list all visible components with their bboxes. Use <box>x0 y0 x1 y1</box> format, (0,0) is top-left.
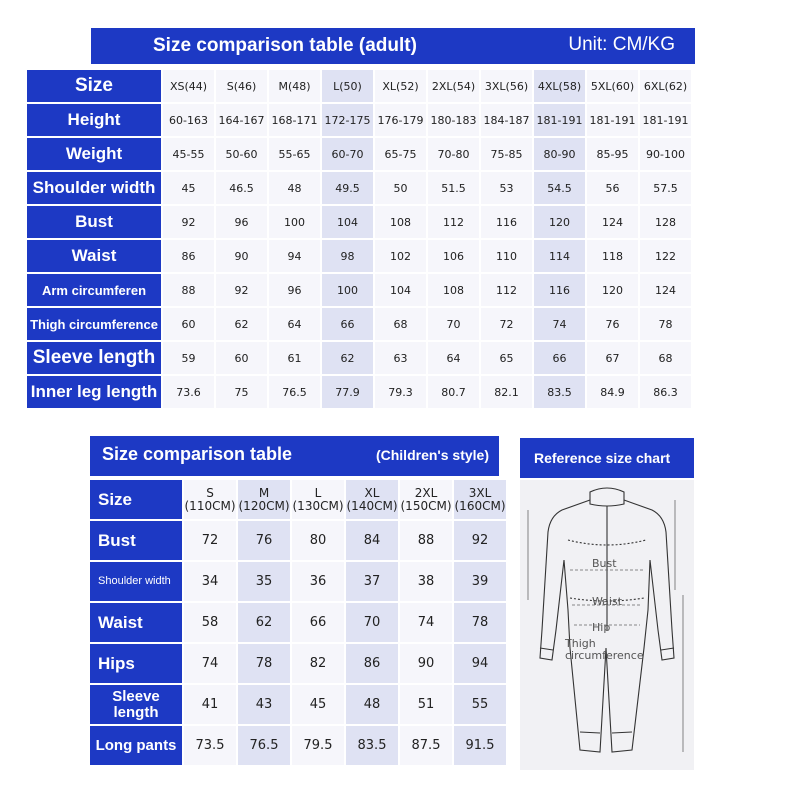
children-table-title: Size comparison table <box>102 444 293 464</box>
adult-table-header <box>91 28 695 64</box>
row-label: Inner leg length <box>27 376 161 408</box>
suit-outline <box>540 488 674 752</box>
table-cell: 80-90 <box>534 138 585 170</box>
children-table-header <box>90 436 499 476</box>
reference-chart-title: Reference size chart <box>534 450 671 466</box>
table-cell: 80.7 <box>428 376 479 408</box>
table-cell: 116 <box>481 206 532 238</box>
table-cell: 76.5 <box>269 376 320 408</box>
row-label: Shoulder width <box>90 562 182 601</box>
table-cell: 100 <box>269 206 320 238</box>
table-cell: 120 <box>587 274 638 306</box>
table-cell: 74 <box>534 308 585 340</box>
table-cell: 70 <box>428 308 479 340</box>
table-cell: 75-85 <box>481 138 532 170</box>
table-cell: 76 <box>587 308 638 340</box>
table-cell: 82.1 <box>481 376 532 408</box>
reference-chart-header <box>520 438 694 478</box>
table-cell: 51 <box>400 685 452 724</box>
table-cell: 63 <box>375 342 426 374</box>
table-cell: 88 <box>400 521 452 560</box>
adult-size-table <box>25 68 693 410</box>
row-label: Hips <box>90 644 182 683</box>
table-cell: 78 <box>454 603 506 642</box>
table-cell: 66 <box>292 603 344 642</box>
size-cell <box>400 480 452 519</box>
table-cell: 62 <box>216 308 267 340</box>
table-cell: 116 <box>534 274 585 306</box>
table-row <box>90 685 506 724</box>
table-cell: 122 <box>640 240 691 272</box>
size-name: 3XL <box>468 485 492 500</box>
size-cell: L(50) <box>322 70 373 102</box>
table-cell: 164-167 <box>216 104 267 136</box>
size-name: XL <box>364 485 380 500</box>
table-row <box>27 308 691 340</box>
size-cell <box>238 480 290 519</box>
table-row <box>27 342 691 374</box>
table-cell: 180-183 <box>428 104 479 136</box>
table-cell: 62 <box>322 342 373 374</box>
row-label: Thigh circumference <box>27 308 161 340</box>
table-cell: 181-191 <box>587 104 638 136</box>
table-cell: 96 <box>216 206 267 238</box>
table-cell: 112 <box>481 274 532 306</box>
row-label: Bust <box>27 206 161 238</box>
table-cell: 108 <box>375 206 426 238</box>
size-name: 2XL <box>414 485 438 500</box>
table-cell: 48 <box>269 172 320 204</box>
table-cell: 90 <box>216 240 267 272</box>
table-cell: 46.5 <box>216 172 267 204</box>
size-name: S <box>206 485 214 500</box>
table-cell: 34 <box>184 562 236 601</box>
row-label: Long pants <box>90 726 182 765</box>
table-cell: 84.9 <box>587 376 638 408</box>
bust-label: Bust <box>592 557 617 570</box>
table-cell: 74 <box>400 603 452 642</box>
table-cell: 85-95 <box>587 138 638 170</box>
table-row <box>90 480 506 519</box>
size-cell: 2XL(54) <box>428 70 479 102</box>
table-cell: 68 <box>375 308 426 340</box>
table-cell: 64 <box>428 342 479 374</box>
table-row <box>27 274 691 306</box>
size-header: Size <box>27 70 161 102</box>
table-cell: 39 <box>454 562 506 601</box>
table-row <box>90 562 506 601</box>
table-cell: 102 <box>375 240 426 272</box>
table-cell: 72 <box>184 521 236 560</box>
table-cell: 172-175 <box>322 104 373 136</box>
size-header: Size <box>90 480 182 519</box>
table-cell: 96 <box>269 274 320 306</box>
row-label: Waist <box>27 240 161 272</box>
table-cell: 100 <box>322 274 373 306</box>
table-cell: 92 <box>454 521 506 560</box>
size-cm: (110CM) <box>184 498 236 513</box>
table-cell: 86.3 <box>640 376 691 408</box>
row-label: Weight <box>27 138 161 170</box>
table-cell: 72 <box>481 308 532 340</box>
table-cell: 181-191 <box>534 104 585 136</box>
table-cell: 87.5 <box>400 726 452 765</box>
table-row <box>27 70 691 102</box>
size-cell: XL(52) <box>375 70 426 102</box>
size-cm: (140CM) <box>346 498 398 513</box>
table-row <box>90 726 506 765</box>
table-cell: 79.5 <box>292 726 344 765</box>
table-cell: 45 <box>292 685 344 724</box>
table-row <box>27 138 691 170</box>
table-cell: 91.5 <box>454 726 506 765</box>
table-cell: 58 <box>184 603 236 642</box>
table-cell: 90-100 <box>640 138 691 170</box>
table-row <box>27 240 691 272</box>
size-cell: M(48) <box>269 70 320 102</box>
table-cell: 90 <box>400 644 452 683</box>
reference-chart-panel <box>520 480 694 770</box>
table-cell: 51.5 <box>428 172 479 204</box>
table-cell: 176-179 <box>375 104 426 136</box>
thigh-label: Thigh circumference <box>565 637 644 662</box>
table-cell: 88 <box>163 274 214 306</box>
table-cell: 68 <box>640 342 691 374</box>
size-cm: (120CM) <box>238 498 290 513</box>
table-cell: 110 <box>481 240 532 272</box>
table-cell: 104 <box>375 274 426 306</box>
size-cm: (160CM) <box>454 498 506 513</box>
table-cell: 108 <box>428 274 479 306</box>
table-cell: 86 <box>346 644 398 683</box>
table-cell: 45 <box>163 172 214 204</box>
size-cell: XS(44) <box>163 70 214 102</box>
table-cell: 74 <box>184 644 236 683</box>
table-cell: 82 <box>292 644 344 683</box>
table-cell: 181-191 <box>640 104 691 136</box>
size-cm: (150CM) <box>400 498 452 513</box>
table-cell: 84 <box>346 521 398 560</box>
table-cell: 36 <box>292 562 344 601</box>
size-name: L <box>314 485 322 500</box>
size-cell <box>454 480 506 519</box>
table-cell: 73.5 <box>184 726 236 765</box>
table-cell: 55-65 <box>269 138 320 170</box>
children-size-table <box>88 478 508 767</box>
table-cell: 60-70 <box>322 138 373 170</box>
row-label: Shoulder width <box>27 172 161 204</box>
table-cell: 124 <box>587 206 638 238</box>
table-cell: 128 <box>640 206 691 238</box>
table-cell: 45-55 <box>163 138 214 170</box>
table-row <box>90 644 506 683</box>
table-cell: 76 <box>238 521 290 560</box>
size-cell: 6XL(62) <box>640 70 691 102</box>
size-cell <box>292 480 344 519</box>
table-cell: 37 <box>346 562 398 601</box>
size-name: M <box>258 485 270 500</box>
table-cell: 94 <box>269 240 320 272</box>
table-cell: 50-60 <box>216 138 267 170</box>
table-cell: 65-75 <box>375 138 426 170</box>
table-cell: 120 <box>534 206 585 238</box>
table-cell: 41 <box>184 685 236 724</box>
table-cell: 70 <box>346 603 398 642</box>
table-cell: 62 <box>238 603 290 642</box>
table-cell: 83.5 <box>346 726 398 765</box>
table-cell: 104 <box>322 206 373 238</box>
table-cell: 92 <box>163 206 214 238</box>
table-cell: 60-163 <box>163 104 214 136</box>
table-cell: 59 <box>163 342 214 374</box>
table-cell: 43 <box>238 685 290 724</box>
table-cell: 75 <box>216 376 267 408</box>
size-cell: S(46) <box>216 70 267 102</box>
table-cell: 76.5 <box>238 726 290 765</box>
table-cell: 124 <box>640 274 691 306</box>
table-row <box>27 376 691 408</box>
table-cell: 78 <box>238 644 290 683</box>
unit-label: Unit: CM/KG <box>568 34 675 55</box>
table-cell: 77.9 <box>322 376 373 408</box>
table-cell: 79.3 <box>375 376 426 408</box>
row-label: Sleeve length <box>90 685 182 724</box>
size-cell: 3XL(56) <box>481 70 532 102</box>
table-cell: 64 <box>269 308 320 340</box>
table-cell: 106 <box>428 240 479 272</box>
table-cell: 118 <box>587 240 638 272</box>
row-label: Bust <box>90 521 182 560</box>
table-cell: 49.5 <box>322 172 373 204</box>
table-cell: 67 <box>587 342 638 374</box>
table-row <box>27 104 691 136</box>
adult-table-title: Size comparison table (adult) <box>153 35 417 56</box>
table-cell: 54.5 <box>534 172 585 204</box>
hip-label: Hip <box>592 621 611 634</box>
table-cell: 55 <box>454 685 506 724</box>
table-cell: 94 <box>454 644 506 683</box>
size-cell <box>346 480 398 519</box>
table-row <box>90 603 506 642</box>
table-cell: 83.5 <box>534 376 585 408</box>
table-cell: 92 <box>216 274 267 306</box>
size-cell: 4XL(58) <box>534 70 585 102</box>
table-cell: 66 <box>322 308 373 340</box>
table-cell: 114 <box>534 240 585 272</box>
table-cell: 60 <box>216 342 267 374</box>
table-row <box>27 206 691 238</box>
table-cell: 56 <box>587 172 638 204</box>
waist-label: Waist <box>592 595 623 608</box>
size-cell <box>184 480 236 519</box>
table-cell: 48 <box>346 685 398 724</box>
table-cell: 80 <box>292 521 344 560</box>
table-cell: 38 <box>400 562 452 601</box>
row-label: Height <box>27 104 161 136</box>
row-label: Arm circumferen <box>27 274 161 306</box>
table-cell: 66 <box>534 342 585 374</box>
table-cell: 65 <box>481 342 532 374</box>
row-label: Waist <box>90 603 182 642</box>
size-cell: 5XL(60) <box>587 70 638 102</box>
table-cell: 73.6 <box>163 376 214 408</box>
table-cell: 168-171 <box>269 104 320 136</box>
table-cell: 61 <box>269 342 320 374</box>
table-row <box>90 521 506 560</box>
table-cell: 184-187 <box>481 104 532 136</box>
table-cell: 50 <box>375 172 426 204</box>
size-cm: (130CM) <box>292 498 344 513</box>
table-cell: 35 <box>238 562 290 601</box>
children-table-subtitle: (Children's style) <box>375 447 489 463</box>
table-cell: 78 <box>640 308 691 340</box>
row-label: Sleeve length <box>27 342 161 374</box>
table-cell: 86 <box>163 240 214 272</box>
table-row <box>27 172 691 204</box>
table-cell: 60 <box>163 308 214 340</box>
table-cell: 53 <box>481 172 532 204</box>
table-cell: 112 <box>428 206 479 238</box>
table-cell: 57.5 <box>640 172 691 204</box>
table-cell: 98 <box>322 240 373 272</box>
table-cell: 70-80 <box>428 138 479 170</box>
